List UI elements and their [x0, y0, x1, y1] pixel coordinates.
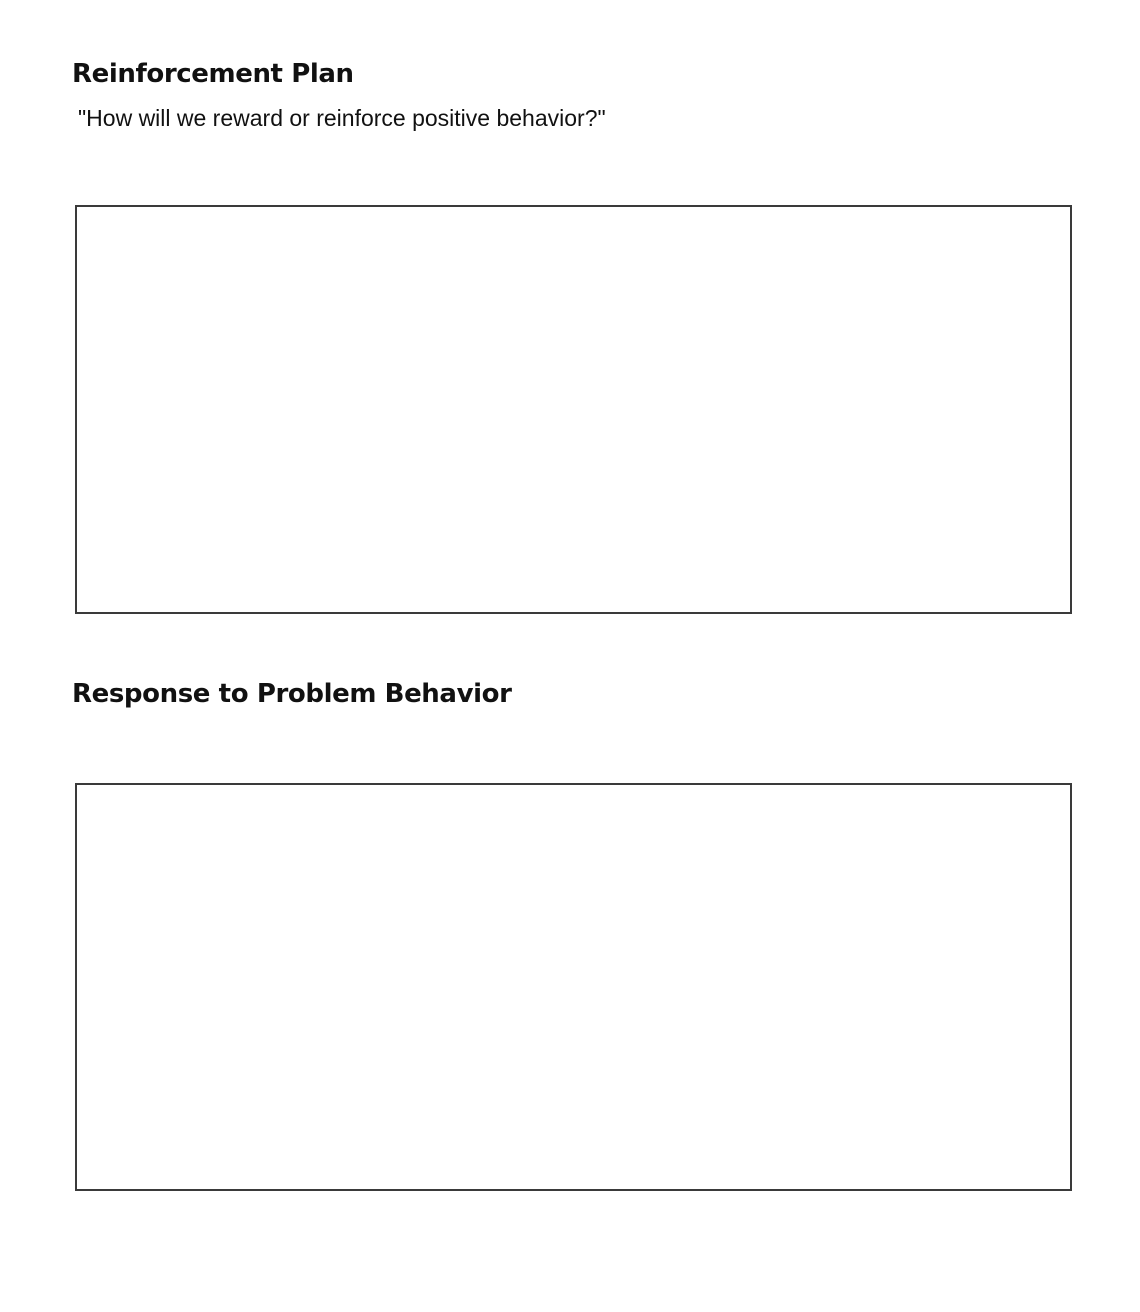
- response-to-problem-behavior-answer-box[interactable]: [75, 783, 1072, 1191]
- response-to-problem-behavior-heading: Response to Problem Behavior: [72, 679, 512, 709]
- reinforcement-plan-heading: Reinforcement Plan: [72, 59, 354, 89]
- reinforcement-plan-answer-box[interactable]: [75, 205, 1072, 614]
- reinforcement-plan-prompt: "How will we reward or reinforce positive behavior?": [78, 105, 606, 131]
